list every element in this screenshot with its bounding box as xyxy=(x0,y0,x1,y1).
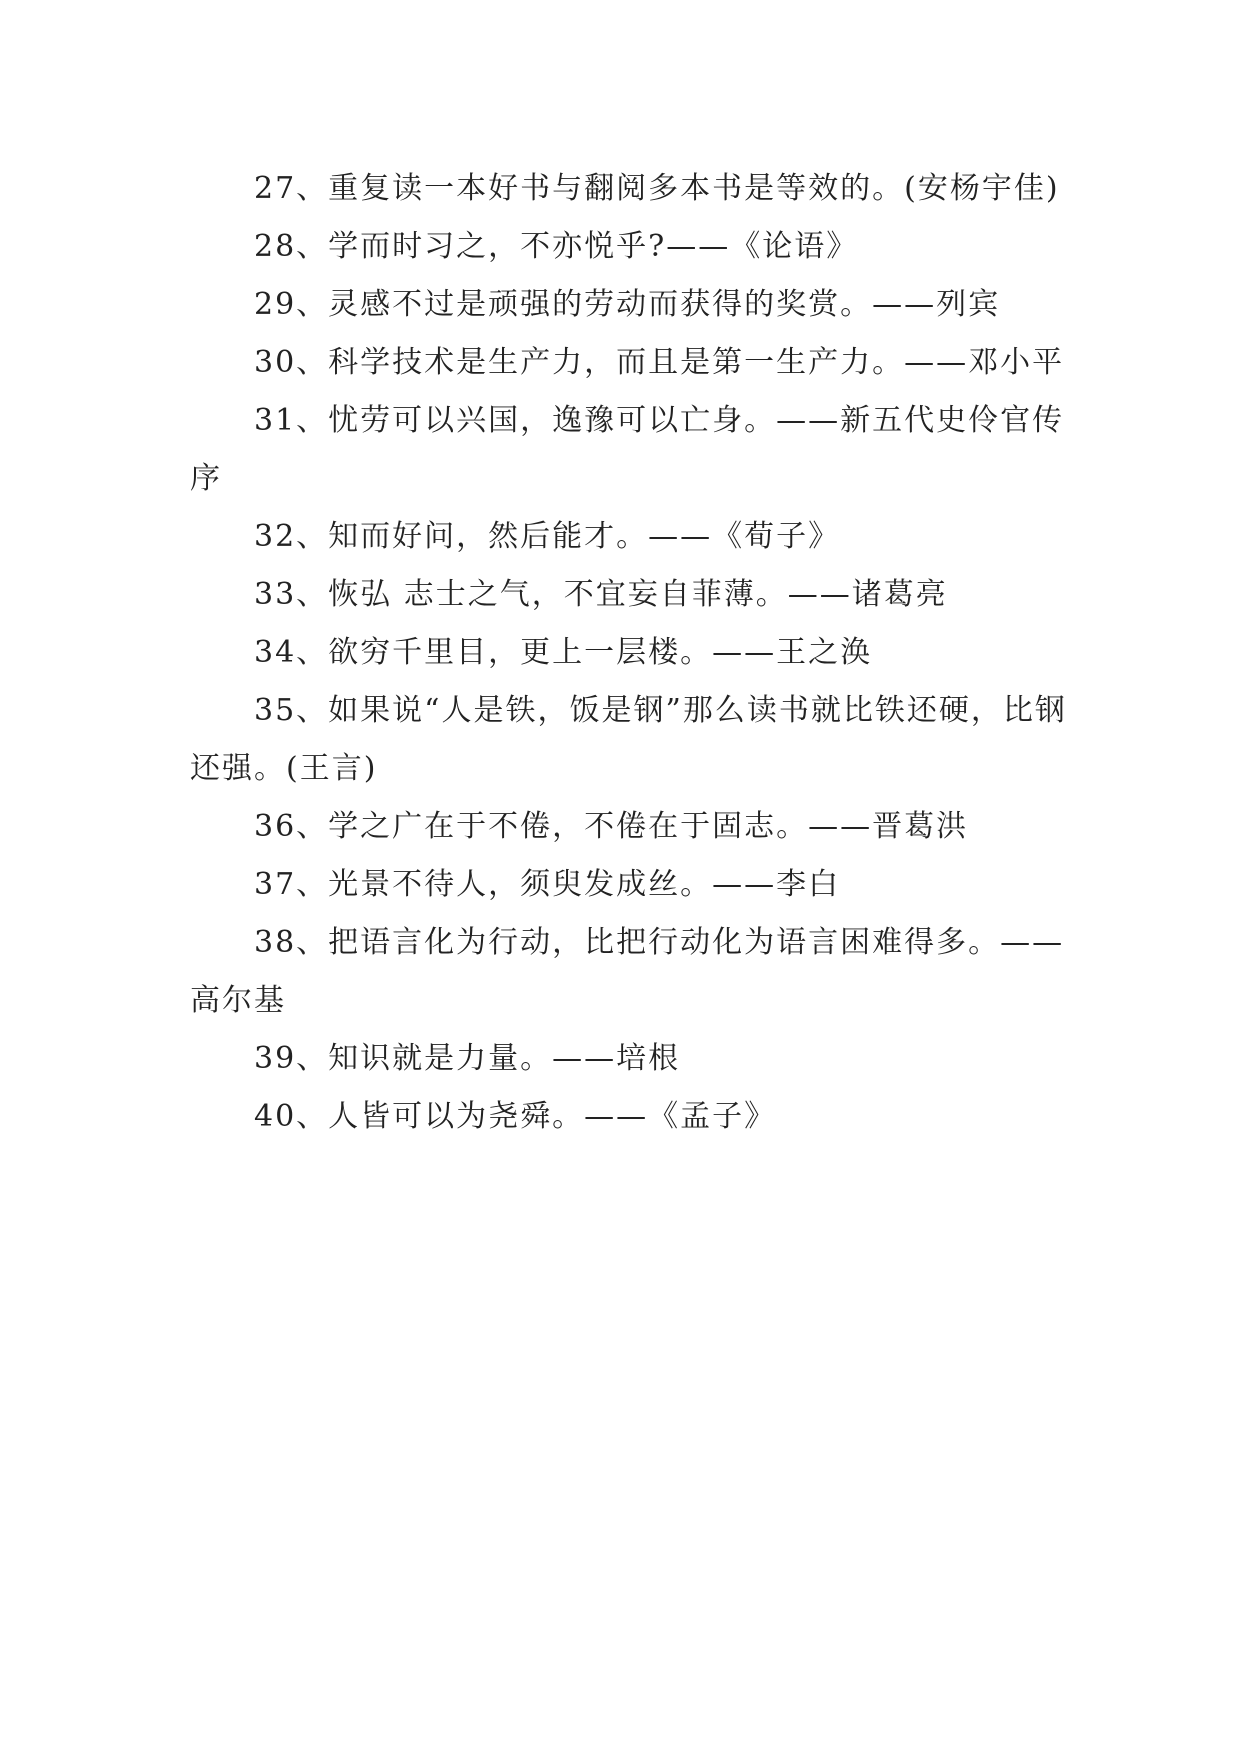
quote-item: 30、科学技术是生产力，而且是第一生产力。——邓小平 xyxy=(254,345,1065,380)
quote-item: 34、欲穷千里目，更上一层楼。——王之涣 xyxy=(254,635,873,670)
quote-item: 37、光景不待人，须臾发成丝。——李白 xyxy=(254,867,841,902)
quote-item: 31、忧劳可以兴国，逸豫可以亡身。——新五代史伶官传序 xyxy=(190,403,1065,496)
quote-item: 40、人皆可以为尧舜。——《孟子》 xyxy=(254,1099,777,1134)
quote-item: 27、重复读一本好书与翻阅多本书是等效的。(安杨宇佳) xyxy=(254,171,1060,206)
quote-item: 28、学而时习之，不亦悦乎?——《论语》 xyxy=(254,229,859,264)
quote-item: 36、学之广在于不倦，不倦在于固志。——晋葛洪 xyxy=(254,809,969,844)
quote-item: 29、灵感不过是顽强的劳动而获得的奖赏。——列宾 xyxy=(254,287,1001,322)
quote-item: 35、如果说“人是铁，饭是钢”那么读书就比铁还硬，比钢还强。(王言) xyxy=(190,693,1067,786)
quote-list xyxy=(190,160,1070,1146)
quote-item: 38、把语言化为行动，比把行动化为语言困难得多。——高尔基 xyxy=(190,925,1065,1018)
quote-item: 33、恢弘 志士之气，不宜妄自菲薄。——诸葛亮 xyxy=(254,577,948,612)
quote-item: 32、知而好问，然后能才。——《荀子》 xyxy=(254,519,841,554)
quote-item: 39、知识就是力量。——培根 xyxy=(254,1041,681,1076)
